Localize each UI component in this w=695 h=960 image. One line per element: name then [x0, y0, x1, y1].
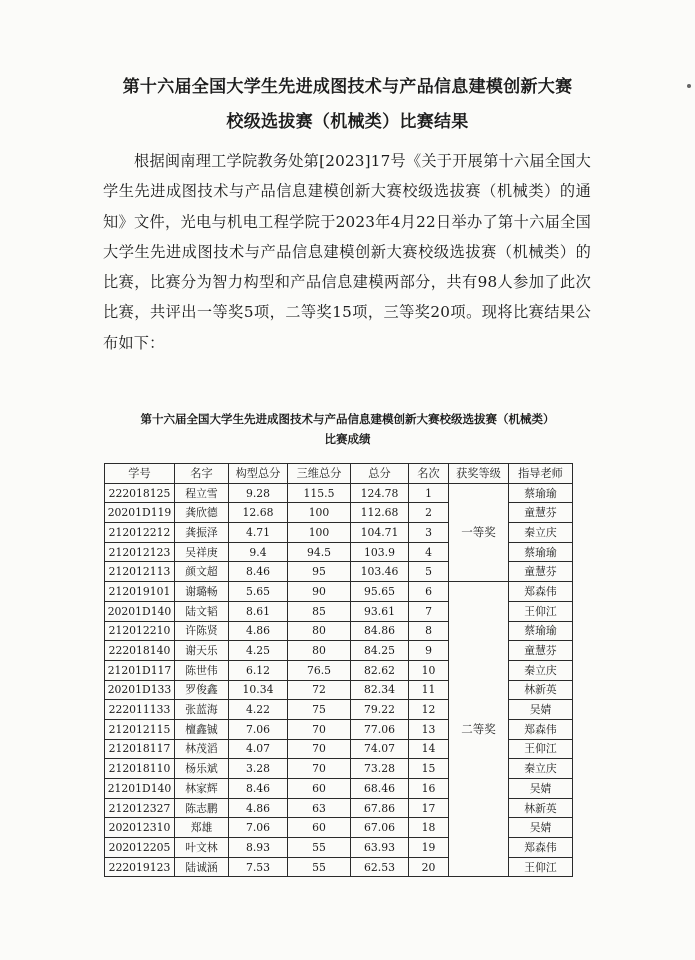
advisor-cell: 吴婧	[509, 818, 573, 838]
announcement-text: 根据闽南理工学院教务处第[2023]17号《关于开展第十六届全国大学生先进成图技术与产品信息建模创新大赛校级选拔赛（机械类）的通知》文件，光电与机电工程学院于2023年4月22日举办了第十六届全国大学生先进成图技术与产品信息建模创新大赛校级选拔赛（机械类）的比赛，比赛分为智力构型和产品信息建模两部分，共有98人参加了此次比赛，共评出一等奖5项，二等奖15项，三等奖20项。现将比赛结果公布如下：	[103, 152, 591, 352]
name-cell: 林家辉	[175, 779, 229, 799]
student-id-cell: 212012115	[105, 719, 175, 739]
rank-cell: 4	[409, 542, 449, 562]
rank-cell: 13	[409, 719, 449, 739]
rank-cell: 6	[409, 582, 449, 602]
rank-cell: 5	[409, 562, 449, 582]
config-score-cell: 3.28	[229, 759, 288, 779]
advisor-cell: 蔡瑜瑜	[509, 621, 573, 641]
name-cell: 杨乐斌	[175, 759, 229, 779]
advisor-cell: 吴婧	[509, 700, 573, 720]
3d-score-cell: 85	[288, 601, 351, 621]
document-title-line1: 第十六届全国大学生先进成图技术与产品信息建模创新大赛	[122, 77, 573, 97]
student-id-cell: 222018140	[105, 641, 175, 661]
name-cell: 谢天乐	[175, 641, 229, 661]
total-score-cell: 73.28	[351, 759, 409, 779]
student-id-cell: 21201D140	[105, 779, 175, 799]
rank-cell: 7	[409, 601, 449, 621]
3d-score-cell: 90	[288, 582, 351, 602]
award-level-cell: 二等奖	[449, 582, 509, 877]
student-id-cell: 212012212	[105, 523, 175, 543]
name-cell: 叶文林	[175, 838, 229, 858]
document-title-line2: 校级选拔赛（机械类）比赛结果	[226, 112, 469, 132]
advisor-cell: 郑森伟	[509, 838, 573, 858]
3d-score-cell: 76.5	[288, 660, 351, 680]
total-score-cell: 68.46	[351, 779, 409, 799]
advisor-cell: 林新英	[509, 680, 573, 700]
total-score-cell: 84.86	[351, 621, 409, 641]
advisor-cell: 蔡瑜瑜	[509, 542, 573, 562]
config-score-cell: 4.22	[229, 700, 288, 720]
total-score-cell: 62.53	[351, 857, 409, 877]
table-caption-line2: 比赛成绩	[324, 432, 371, 446]
name-cell: 程立雪	[175, 483, 229, 503]
config-score-cell: 8.61	[229, 601, 288, 621]
3d-score-cell: 80	[288, 641, 351, 661]
name-cell: 陈世伟	[175, 660, 229, 680]
student-id-cell: 20201D133	[105, 680, 175, 700]
rank-cell: 9	[409, 641, 449, 661]
rank-cell: 10	[409, 660, 449, 680]
config-score-cell: 8.93	[229, 838, 288, 858]
total-score-cell: 95.65	[351, 582, 409, 602]
header-student-id: 学号	[105, 464, 175, 484]
advisor-cell: 郑森伟	[509, 582, 573, 602]
header-rank: 名次	[409, 464, 449, 484]
student-id-cell: 212012113	[105, 562, 175, 582]
name-cell: 许陈贤	[175, 621, 229, 641]
config-score-cell: 4.71	[229, 523, 288, 543]
advisor-cell: 童慧芬	[509, 641, 573, 661]
config-score-cell: 9.4	[229, 542, 288, 562]
header-config-score: 构型总分	[229, 464, 288, 484]
name-cell: 罗俊鑫	[175, 680, 229, 700]
3d-score-cell: 95	[288, 562, 351, 582]
advisor-cell: 秦立庆	[509, 759, 573, 779]
advisor-cell: 童慧芬	[509, 503, 573, 523]
student-id-cell: 222019123	[105, 857, 175, 877]
advisor-cell: 王仰江	[509, 601, 573, 621]
header-3d-score: 三维总分	[288, 464, 351, 484]
rank-cell: 20	[409, 857, 449, 877]
advisor-cell: 王仰江	[509, 857, 573, 877]
3d-score-cell: 60	[288, 818, 351, 838]
config-score-cell: 9.28	[229, 483, 288, 503]
advisor-cell: 林新英	[509, 798, 573, 818]
total-score-cell: 74.07	[351, 739, 409, 759]
total-score-cell: 82.62	[351, 660, 409, 680]
config-score-cell: 8.46	[229, 562, 288, 582]
rank-cell: 8	[409, 621, 449, 641]
total-score-cell: 93.61	[351, 601, 409, 621]
table-body	[105, 483, 573, 877]
table-header-row	[105, 464, 573, 484]
3d-score-cell: 72	[288, 680, 351, 700]
name-cell: 龚振泽	[175, 523, 229, 543]
table-row	[105, 582, 573, 602]
rank-cell: 2	[409, 503, 449, 523]
config-score-cell: 7.53	[229, 857, 288, 877]
table-caption-line1: 第十六届全国大学生先进成图技术与产品信息建模创新大赛校级选拔赛（机械类）	[140, 412, 555, 426]
student-id-cell: 212012327	[105, 798, 175, 818]
3d-score-cell: 100	[288, 523, 351, 543]
total-score-cell: 112.68	[351, 503, 409, 523]
name-cell: 檀鑫铖	[175, 719, 229, 739]
3d-score-cell: 70	[288, 759, 351, 779]
student-id-cell: 212018110	[105, 759, 175, 779]
config-score-cell: 4.86	[229, 621, 288, 641]
config-score-cell: 7.06	[229, 818, 288, 838]
3d-score-cell: 100	[288, 503, 351, 523]
student-id-cell: 202012205	[105, 838, 175, 858]
header-total-score: 总分	[351, 464, 409, 484]
name-cell: 吴祥庚	[175, 542, 229, 562]
student-id-cell: 222011133	[105, 700, 175, 720]
total-score-cell: 103.9	[351, 542, 409, 562]
config-score-cell: 10.34	[229, 680, 288, 700]
student-id-cell: 21201D117	[105, 660, 175, 680]
3d-score-cell: 63	[288, 798, 351, 818]
config-score-cell: 4.86	[229, 798, 288, 818]
rank-cell: 14	[409, 739, 449, 759]
award-level-cell: 一等奖	[449, 483, 509, 581]
total-score-cell: 124.78	[351, 483, 409, 503]
results-table	[104, 463, 573, 877]
announcement-paragraph	[103, 146, 591, 358]
header-name: 名字	[175, 464, 229, 484]
student-id-cell: 212012123	[105, 542, 175, 562]
rank-cell: 15	[409, 759, 449, 779]
rank-cell: 18	[409, 818, 449, 838]
rank-cell: 17	[409, 798, 449, 818]
advisor-cell: 童慧芬	[509, 562, 573, 582]
name-cell: 龚欣德	[175, 503, 229, 523]
advisor-cell: 王仰江	[509, 739, 573, 759]
3d-score-cell: 70	[288, 719, 351, 739]
3d-score-cell: 115.5	[288, 483, 351, 503]
config-score-cell: 7.06	[229, 719, 288, 739]
header-advisor: 指导老师	[509, 464, 573, 484]
config-score-cell: 8.46	[229, 779, 288, 799]
3d-score-cell: 55	[288, 857, 351, 877]
name-cell: 林茂滔	[175, 739, 229, 759]
table-row	[105, 483, 573, 503]
student-id-cell: 212018117	[105, 739, 175, 759]
advisor-cell: 蔡瑜瑜	[509, 483, 573, 503]
student-id-cell: 20201D140	[105, 601, 175, 621]
config-score-cell: 6.12	[229, 660, 288, 680]
rank-cell: 12	[409, 700, 449, 720]
total-score-cell: 67.06	[351, 818, 409, 838]
rank-cell: 3	[409, 523, 449, 543]
name-cell: 颜文超	[175, 562, 229, 582]
name-cell: 陈志鹏	[175, 798, 229, 818]
config-score-cell: 12.68	[229, 503, 288, 523]
3d-score-cell: 94.5	[288, 542, 351, 562]
advisor-cell: 吴婧	[509, 779, 573, 799]
student-id-cell: 212012210	[105, 621, 175, 641]
rank-cell: 16	[409, 779, 449, 799]
name-cell: 陆诚涵	[175, 857, 229, 877]
student-id-cell: 212019101	[105, 582, 175, 602]
scan-mark	[687, 84, 691, 88]
rank-cell: 19	[409, 838, 449, 858]
header-award-level: 获奖等级	[449, 464, 509, 484]
advisor-cell: 郑森伟	[509, 719, 573, 739]
student-id-cell: 202012310	[105, 818, 175, 838]
name-cell: 谢璐畅	[175, 582, 229, 602]
config-score-cell: 5.65	[229, 582, 288, 602]
total-score-cell: 103.46	[351, 562, 409, 582]
name-cell: 张蓝海	[175, 700, 229, 720]
3d-score-cell: 80	[288, 621, 351, 641]
advisor-cell: 秦立庆	[509, 660, 573, 680]
3d-score-cell: 70	[288, 739, 351, 759]
name-cell: 郑雄	[175, 818, 229, 838]
3d-score-cell: 75	[288, 700, 351, 720]
total-score-cell: 104.71	[351, 523, 409, 543]
total-score-cell: 84.25	[351, 641, 409, 661]
advisor-cell: 秦立庆	[509, 523, 573, 543]
total-score-cell: 79.22	[351, 700, 409, 720]
config-score-cell: 4.25	[229, 641, 288, 661]
rank-cell: 1	[409, 483, 449, 503]
name-cell: 陆文韬	[175, 601, 229, 621]
total-score-cell: 77.06	[351, 719, 409, 739]
total-score-cell: 63.93	[351, 838, 409, 858]
student-id-cell: 20201D119	[105, 503, 175, 523]
total-score-cell: 82.34	[351, 680, 409, 700]
config-score-cell: 4.07	[229, 739, 288, 759]
3d-score-cell: 55	[288, 838, 351, 858]
rank-cell: 11	[409, 680, 449, 700]
total-score-cell: 67.86	[351, 798, 409, 818]
student-id-cell: 222018125	[105, 483, 175, 503]
3d-score-cell: 60	[288, 779, 351, 799]
